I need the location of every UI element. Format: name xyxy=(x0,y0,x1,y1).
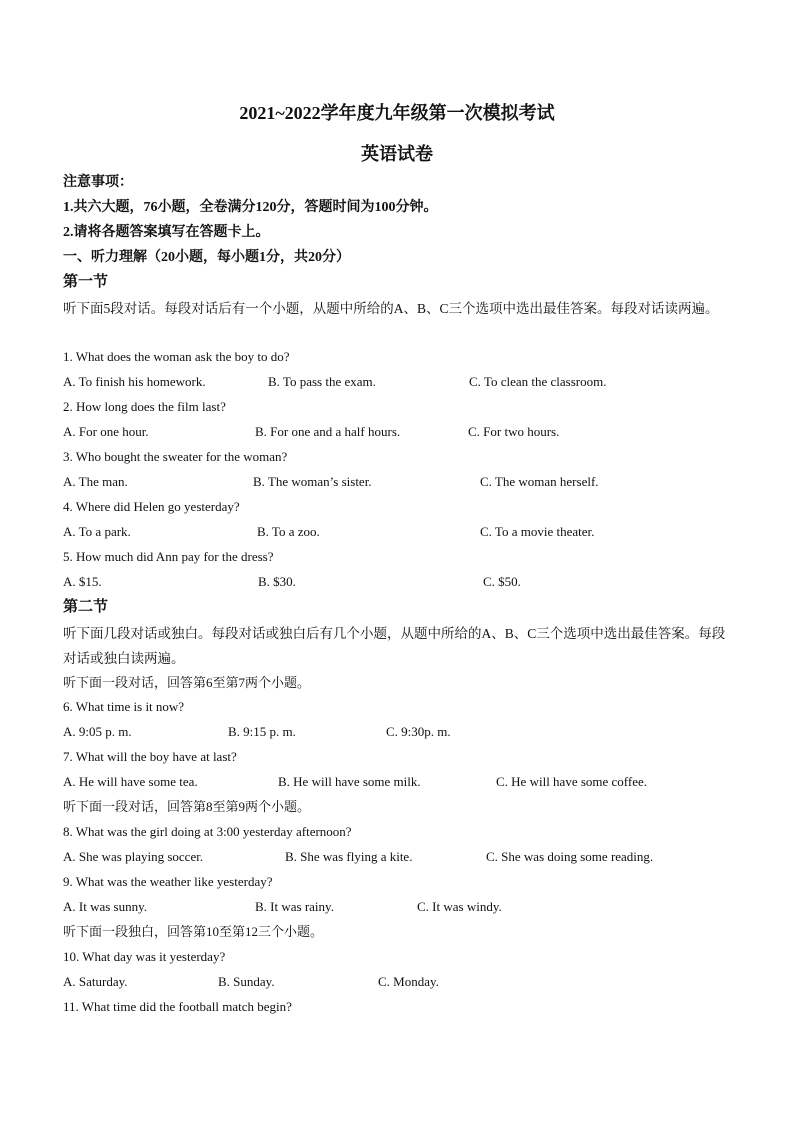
section2-label: 第二节 xyxy=(63,599,109,615)
q2-option-c: C. For two hours. xyxy=(468,424,560,439)
q9-option-c: C. It was windy. xyxy=(417,899,502,914)
q3-option-a: A. The man. xyxy=(63,474,128,489)
question-6: 6. What time is it now? xyxy=(63,699,185,714)
question-8: 8. What was the girl doing at 3:00 yesterday afternoon? xyxy=(63,824,352,839)
exam-subtitle: 英语试卷 xyxy=(361,144,433,164)
q2-option-b: B. For one and a half hours. xyxy=(255,424,401,439)
group1-intro: 听下面一段对话，回答第6至第7两个小题。 xyxy=(63,675,311,690)
section1-label: 第一节 xyxy=(63,274,109,290)
q5-option-b: B. $30. xyxy=(258,574,296,589)
q9-option-b: B. It was rainy. xyxy=(255,899,334,914)
q5-option-c: C. $50. xyxy=(483,574,521,589)
q7-option-a: A. He will have some tea. xyxy=(63,774,198,789)
q3-option-b: B. The woman’s sister. xyxy=(253,474,372,489)
part1-title: 一、听力理解（20小题，每小题1分，共20分） xyxy=(63,250,350,265)
question-10: 10. What day was it yesterday? xyxy=(63,949,226,964)
question-9: 9. What was the weather like yesterday? xyxy=(63,874,273,889)
q8-option-a: A. She was playing soccer. xyxy=(63,849,204,864)
notice-label: 注意事项： xyxy=(63,175,133,190)
q1-option-c: C. To clean the classroom. xyxy=(469,374,607,389)
question-7: 7. What will the boy have at last? xyxy=(63,749,237,764)
q10-option-a: A. Saturday. xyxy=(63,974,128,989)
q4-option-a: A. To a park. xyxy=(63,524,131,539)
q3-option-c: C. The woman herself. xyxy=(480,474,599,489)
q7-option-b: B. He will have some milk. xyxy=(278,774,421,789)
q2-option-a: A. For one hour. xyxy=(63,424,149,439)
q4-option-c: C. To a movie theater. xyxy=(480,524,595,539)
q6-option-b: B. 9:15 p. m. xyxy=(228,724,296,739)
question-2: 2. How long does the film last? xyxy=(63,399,226,414)
section2-instructions: 听下面几段对话或独白。每段对话或独白后有几个小题，从题中所给的A、B、C三个选项中选出最佳答案。每段对话或独白读两遍。 xyxy=(63,626,726,666)
q10-option-b: B. Sunday. xyxy=(218,974,275,989)
group3-intro: 听下面一段独白，回答第10至第12三个小题。 xyxy=(63,924,324,939)
section1-instructions: 听下面5段对话。每段对话后有一个小题，从题中所给的A、B、C三个选项中选出最佳答案。每段对话读两遍。 xyxy=(63,301,719,316)
question-5: 5. How much did Ann pay for the dress? xyxy=(63,549,274,564)
question-11: 11. What time did the football match begin? xyxy=(63,999,292,1014)
question-1: 1. What does the woman ask the boy to do? xyxy=(63,349,290,364)
question-4: 4. Where did Helen go yesterday? xyxy=(63,499,240,514)
q8-option-c: C. She was doing some reading. xyxy=(486,849,654,864)
q9-option-a: A. It was sunny. xyxy=(63,899,148,914)
q5-option-a: A. $15. xyxy=(63,574,102,589)
q6-option-a: A. 9:05 p. m. xyxy=(63,724,132,739)
q8-option-b: B. She was flying a kite. xyxy=(285,849,413,864)
group2-intro: 听下面一段对话，回答第8至第9两个小题。 xyxy=(63,799,311,814)
q1-option-a: A. To finish his homework. xyxy=(63,374,206,389)
exam-title: 2021~2022学年度九年级第一次模拟考试 xyxy=(239,103,555,123)
q10-option-c: C. Monday. xyxy=(378,974,439,989)
q7-option-c: C. He will have some coffee. xyxy=(496,774,648,789)
q1-option-b: B. To pass the exam. xyxy=(268,374,376,389)
q4-option-b: B. To a zoo. xyxy=(257,524,320,539)
q6-option-c: C. 9:30p. m. xyxy=(386,724,451,739)
question-3: 3. Who bought the sweater for the woman? xyxy=(63,449,288,464)
notice-item-1: 1.共六大题，76小题，全卷满分120分，答题时间为100分钟。 xyxy=(63,200,438,215)
notice-item-2: 2.请将各题答案填写在答题卡上。 xyxy=(63,225,270,240)
